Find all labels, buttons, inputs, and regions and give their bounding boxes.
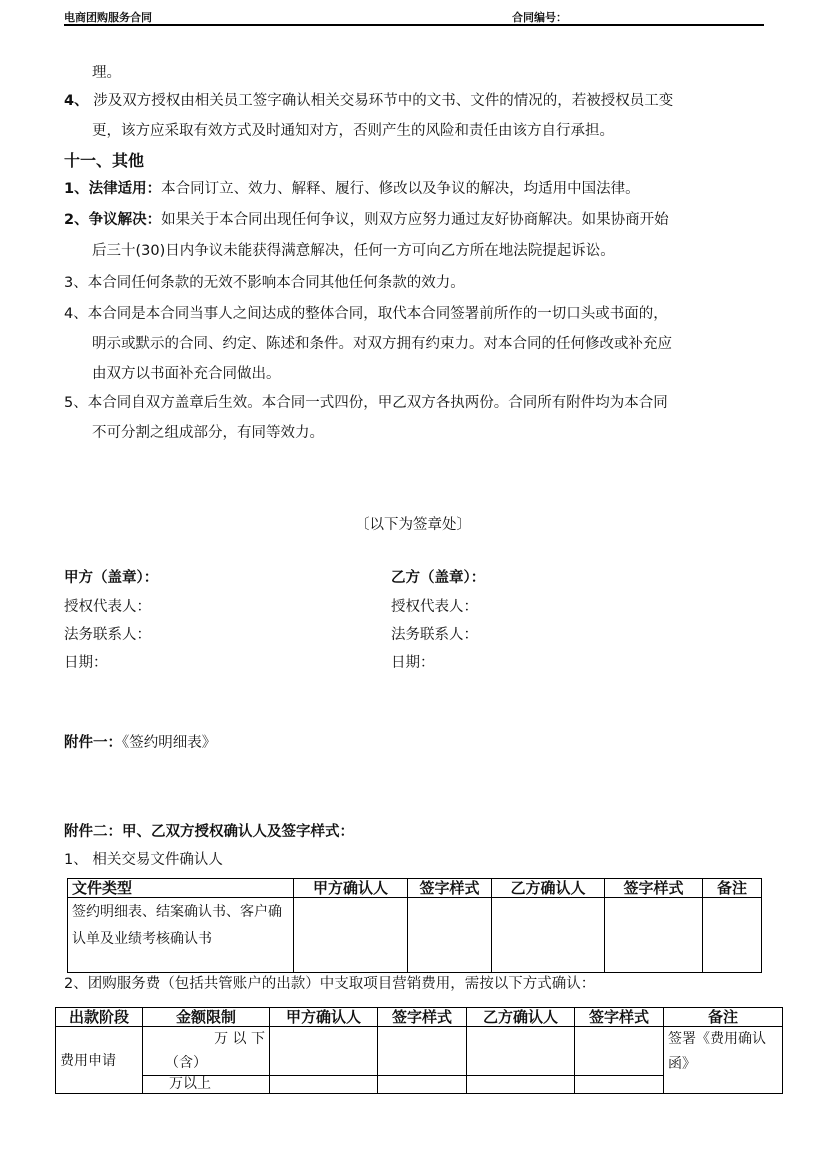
annex-2-heading: 附件二：甲、乙双方授权确认人及签字样式： bbox=[64, 824, 354, 840]
party-b-date: 日期： bbox=[391, 655, 435, 671]
note-cell: 签署《费用确认函》 bbox=[664, 1027, 783, 1094]
other-4-line2: 明示或默示的合同、约定、陈述和条件。对双方拥有约束力。对本合同的任何修改或补充应 bbox=[92, 336, 672, 352]
other-3-text: 本合同任何条款的无效不影响本合同其他任何条款的效力。 bbox=[87, 275, 465, 291]
col-remark: 备注 bbox=[703, 879, 762, 898]
cell bbox=[605, 898, 703, 973]
other-4 bbox=[64, 299, 668, 330]
table-fee-confirmation bbox=[55, 1007, 783, 1094]
other-3-num: 3、 bbox=[64, 275, 88, 291]
table-header-row bbox=[56, 1008, 783, 1027]
other-2 bbox=[64, 205, 669, 236]
cell bbox=[378, 1027, 467, 1076]
party-b-title: 乙方（盖章）： bbox=[391, 570, 486, 586]
limit-cell-2: 万以上 bbox=[143, 1076, 270, 1094]
other-1-label: 法律适用： bbox=[88, 181, 162, 197]
other-4-num: 4、 bbox=[64, 306, 88, 322]
party-a-legal: 法务联系人： bbox=[64, 627, 151, 643]
party-b-rep: 授权代表人： bbox=[391, 599, 478, 615]
other-2-num: 2、 bbox=[64, 212, 89, 228]
cell bbox=[270, 1076, 378, 1094]
other-4-text: 本合同是本合同当事人之间达成的整体合同，取代本合同签署前所作的一切口头或书面的， bbox=[87, 306, 668, 322]
limit-1b-text: （含） bbox=[165, 1055, 207, 1071]
col-limit: 金额限制 bbox=[143, 1008, 270, 1027]
header-title: 电商团购服务合同 bbox=[64, 11, 152, 24]
col-b-confirmer: 乙方确认人 bbox=[467, 1008, 575, 1027]
col-b-confirmer: 乙方确认人 bbox=[492, 879, 605, 898]
party-a-rep: 授权代表人： bbox=[64, 599, 151, 615]
other-5-num: 5、 bbox=[64, 395, 88, 411]
annex-1 bbox=[64, 728, 216, 759]
col-a-confirmer: 甲方确认人 bbox=[294, 879, 408, 898]
limit-cell-1 bbox=[143, 1027, 270, 1076]
other-4-line3: 由双方以书面补充合同做出。 bbox=[92, 366, 281, 382]
item-4-num: 4、 bbox=[64, 93, 89, 109]
section-11-heading: 十一、其他 bbox=[64, 151, 145, 170]
col-b-signature: 签字样式 bbox=[605, 879, 703, 898]
annex-2-item-1: 1、 相关交易文件确认人 bbox=[64, 852, 223, 868]
item-4-line2: 更，该方应采取有效方式及时通知对方，否则产生的风险和责任由该方自行承担。 bbox=[92, 123, 614, 139]
limit-1-text: 万 以 下 bbox=[214, 1031, 265, 1047]
signature-section-title: 〔以下为签章处〕 bbox=[355, 517, 471, 533]
cell bbox=[575, 1076, 664, 1094]
other-2-text: 如果关于本合同出现任何争议，则双方应努力通过友好协商解决。如果协商开始 bbox=[161, 212, 669, 228]
cell bbox=[378, 1076, 467, 1094]
table-row bbox=[68, 898, 762, 973]
cell bbox=[492, 898, 605, 973]
annex-1-label: 附件一： bbox=[64, 735, 122, 751]
col-a-confirmer: 甲方确认人 bbox=[270, 1008, 378, 1027]
party-b-legal: 法务联系人： bbox=[391, 627, 478, 643]
col-a-signature: 签字样式 bbox=[378, 1008, 467, 1027]
table-confirmers bbox=[67, 878, 762, 973]
col-b-signature: 签字样式 bbox=[575, 1008, 664, 1027]
annex-1-text: 《签约明细表》 bbox=[122, 735, 217, 751]
annex-2-item-2: 2、团购服务费（包括共管账户的出款）中支取项目营销费用，需按以下方式确认： bbox=[64, 976, 596, 992]
col-remark: 备注 bbox=[664, 1008, 783, 1027]
item-4-text: 涉及双方授权由相关员工签字确认相关交易环节中的文书、文件的情况的，若被授权员工变 bbox=[88, 93, 674, 109]
col-stage: 出款阶段 bbox=[56, 1008, 143, 1027]
header-contract-no: 合同编号： bbox=[512, 11, 567, 24]
other-2-label: 争议解决： bbox=[88, 212, 162, 228]
para-continuation: 理。 bbox=[92, 65, 121, 81]
other-2-line2: 后三十(30)日内争议未能获得满意解决，任何一方可向乙方所在地法院提起诉讼。 bbox=[92, 243, 615, 259]
col-doc-type: 文件类型 bbox=[68, 879, 294, 898]
cell bbox=[467, 1076, 575, 1094]
table-header-row bbox=[68, 879, 762, 898]
doc-type-cell: 签约明细表、结案确认书、客户确认单及业绩考核确认书 bbox=[68, 898, 294, 973]
cell bbox=[575, 1027, 664, 1076]
cell bbox=[294, 898, 408, 973]
page-header bbox=[64, 8, 764, 26]
other-1-num: 1、 bbox=[64, 181, 89, 197]
cell bbox=[270, 1027, 378, 1076]
party-a-title: 甲方（盖章）： bbox=[64, 570, 159, 586]
item-4-line1 bbox=[64, 86, 673, 117]
other-5-text: 本合同自双方盖章后生效。本合同一式四份，甲乙双方各执两份。合同所有附件均为本合同 bbox=[87, 395, 668, 411]
cell bbox=[703, 898, 762, 973]
other-5-line2: 不可分割之组成部分，有同等效力。 bbox=[92, 425, 324, 441]
other-1-text: 本合同订立、效力、解释、履行、修改以及争议的解决，均适用中国法律。 bbox=[161, 181, 640, 197]
stage-cell: 费用申请 bbox=[56, 1027, 143, 1094]
table-row bbox=[56, 1027, 783, 1076]
col-a-signature: 签字样式 bbox=[408, 879, 492, 898]
party-a-date: 日期： bbox=[64, 655, 108, 671]
cell bbox=[467, 1027, 575, 1076]
other-3 bbox=[64, 268, 465, 299]
cell bbox=[408, 898, 492, 973]
other-5 bbox=[64, 388, 668, 419]
other-1 bbox=[64, 174, 640, 205]
